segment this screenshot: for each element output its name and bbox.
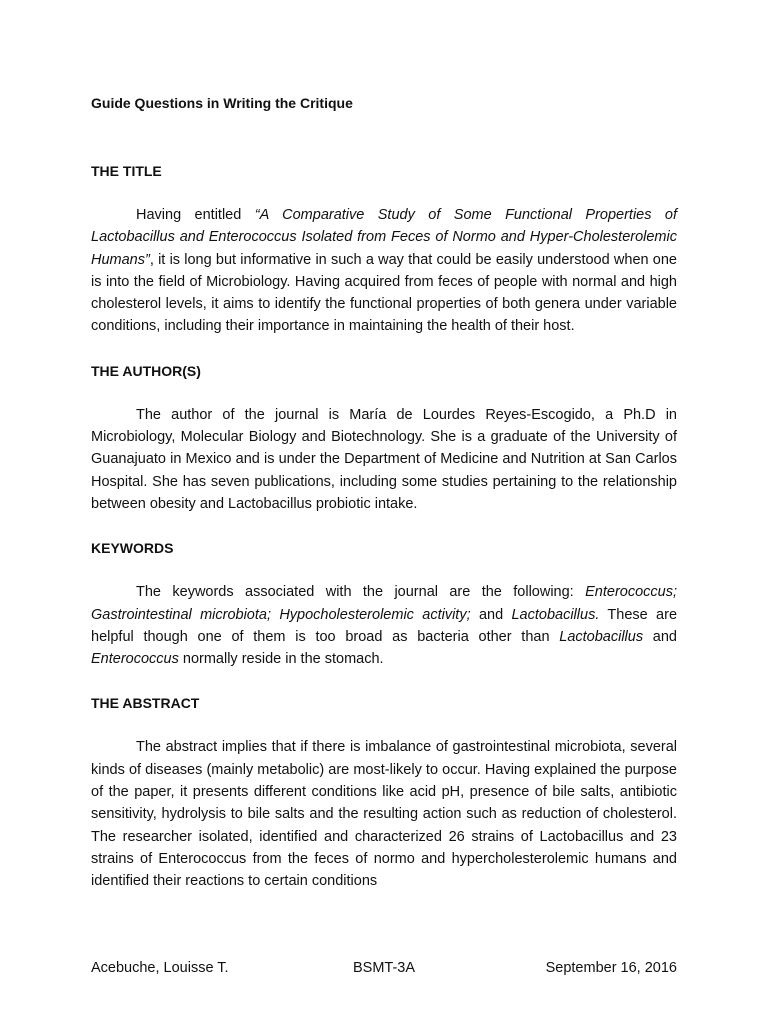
document-title: Guide Questions in Writing the Critique	[91, 95, 353, 111]
footer-section: BSMT-3A	[353, 960, 416, 976]
paragraph-keywords: The keywords associated with the journal are the following: Enterococcus; Gastrointestinal microbiota; Hypocholesterolemic activity; and Lactobacillus. These are helpful though one of them is too broad as bacteria other than Lactobacillus and Enterococcus normally reside in the stomach.	[91, 584, 678, 668]
page-footer	[91, 957, 677, 979]
paragraph-title: Having entitled “A Comparative Study of Some Functional Properties of Lactobacillus and Enterococcus Isolated from Feces of Normo and Hyper-Cholesterolemic Humans”, it is long but informative in such a way that could be easily understood when one is into the field of Microbiology. Having acquired from feces of people with normal and high cholesterol levels, it aims to identify the functional properties of both genera under variable conditions, including their importance in maintaining the health of their host.	[91, 207, 677, 335]
article-title-quote: “A Comparative Study of Some Functional Properties of Lactobacillus and Enterococcus Isolated from Feces of Normo and Hyper-Cholesterolemic Humans”	[91, 207, 677, 268]
paragraph-abstract: The abstract implies that if there is imbalance of gastrointestinal microbiota, several kinds of diseases (mainly metabolic) are most-likely to occur. Having explained the purpose of the paper, it presents different conditions like acid pH, presence of bile salts, antibiotic sensitivity, hydrolysis to bile salts and the resulting action such as reduction of cholesterol. The researcher isolated, identified and characterized 26 strains of Lactobacillus and 23 strains of Enterococcus from the feces of normo and hypercholesterolemic humans and identified their reactions to certain conditions	[91, 739, 677, 890]
paragraph-authors: The author of the journal is María de Lourdes Reyes-Escogido, a Ph.D in Microbiology, Molecular Biology and Biotechnology. She is a graduate of the University of Guanajuato in Mexico and is under the Department of Medicine and Nutrition at San Carlos Hospital. She has seven publications, including some studies pertaining to the relationship between obesity and Lactobacillus probiotic intake.	[91, 406, 677, 512]
heading-title: THE TITLE	[91, 163, 162, 179]
footer-author: Acebuche, Louisse T.	[91, 960, 229, 976]
footer-date: September 16, 2016	[545, 960, 677, 976]
heading-authors: THE AUTHOR(S)	[91, 362, 201, 379]
heading-abstract: THE ABSTRACT	[91, 695, 200, 712]
heading-keywords: KEYWORDS	[91, 540, 174, 557]
document-body	[91, 92, 677, 893]
